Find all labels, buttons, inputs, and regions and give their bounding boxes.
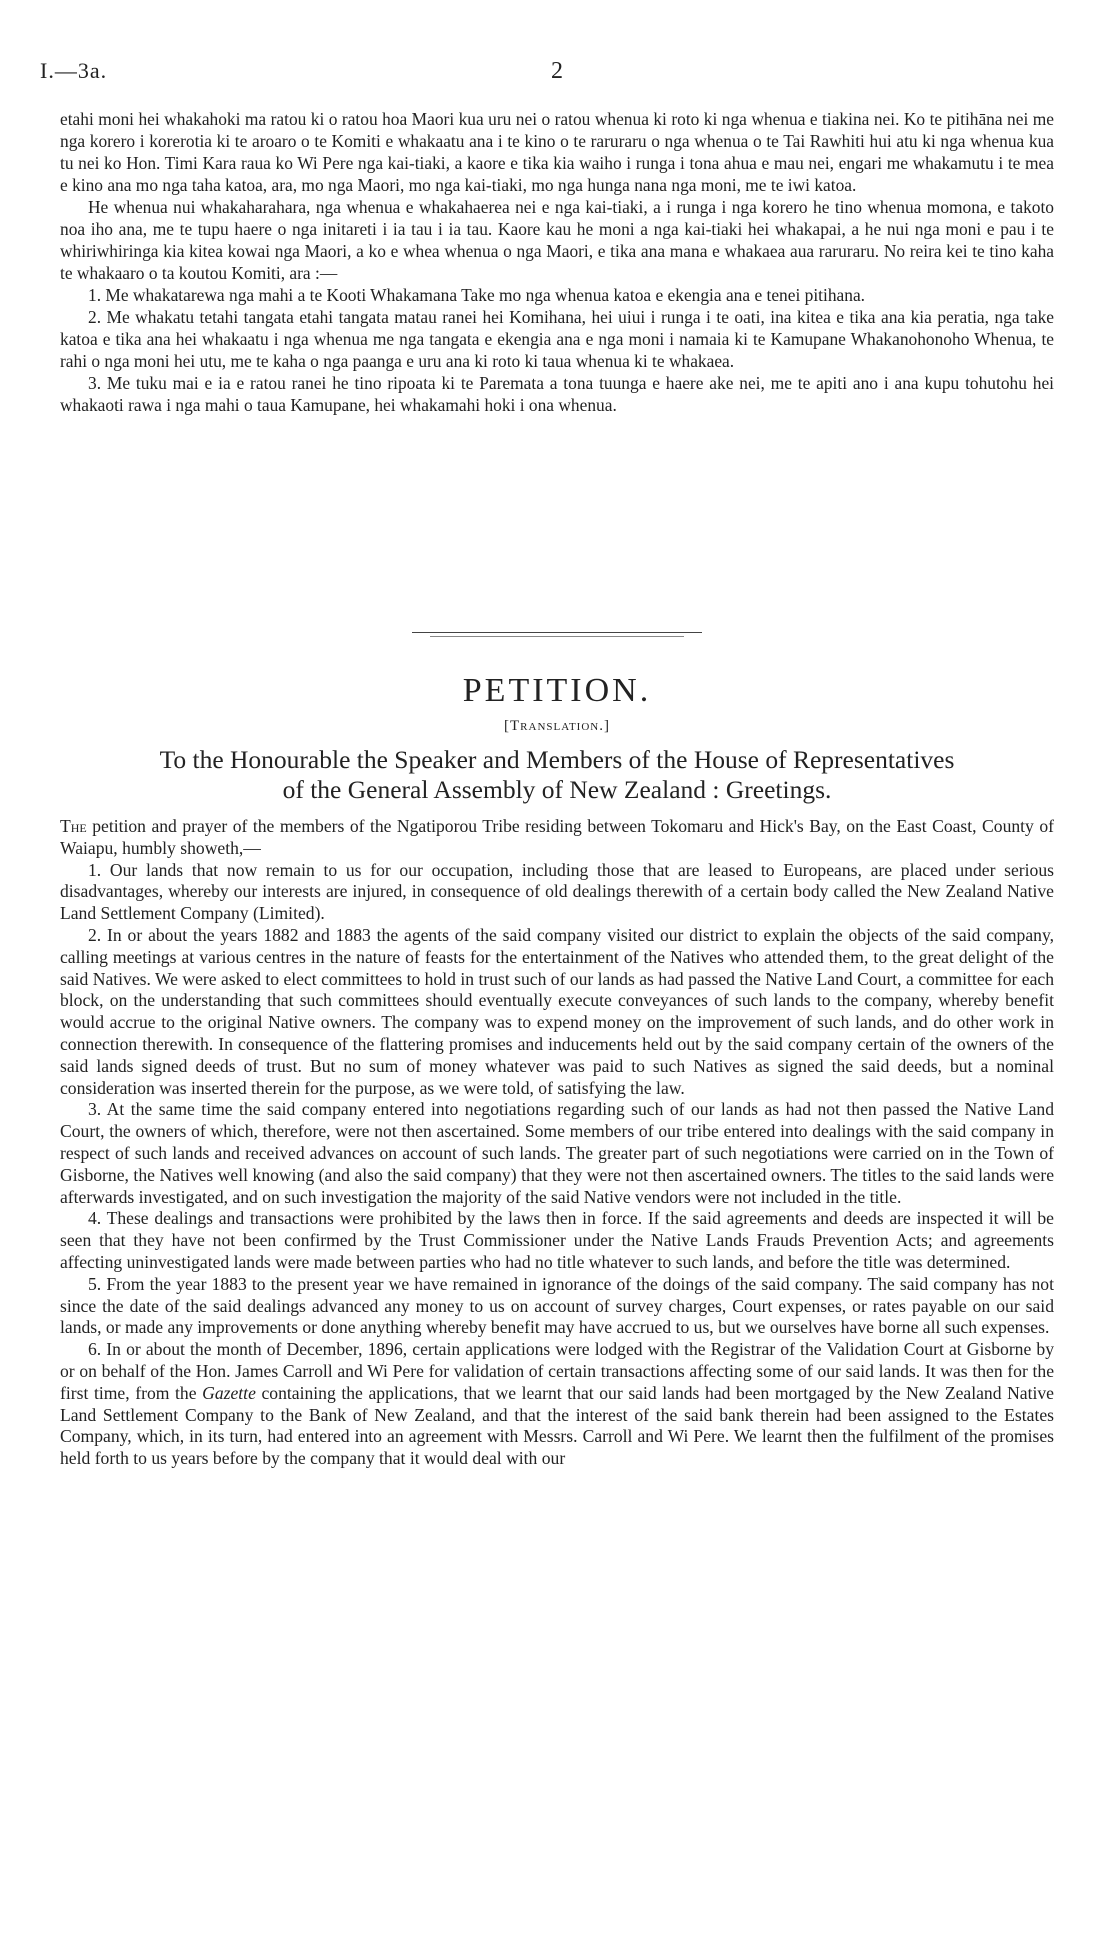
- preamble-lead-word: The: [60, 816, 87, 836]
- section-divider: [412, 632, 702, 633]
- paragraph-6-start: 6. In or about the month of December, 1896, certain applications were lodged with the Registrar of the Validation Court at Gisborne by or on behalf of the Hon. James Carroll and Wi Pere for validation of certain transactions affecting some of our said lands. It was then for the first time, from the: [60, 1339, 1054, 1403]
- paper-reference: I.—3a.: [40, 58, 108, 83]
- petition-address: [40, 745, 1074, 805]
- preamble-text: petition and prayer of the members of the Ngatiporou Tribe residing between Tokomaru and Hick's Bay, on the East Coast, County of Waiapu, humbly showeth,—: [60, 816, 1054, 858]
- maori-paragraph: He whenua nui whakaharahara, nga whenua e whakahaerea nei e nga kai-tiaki, a i runga i nga korero he tino whenua momona, e takoto noa iho ana, me te tupu haere o nga initareti i ia tau i ia tau. Kaore kau he moni a nga kai-tiaki hei whakapai, a he nui nga moni e pau i te whiriwhiringa kia kitea kowai nga Maori, a ko e whea whenua o nga Maori, e tika ana mana e whakaea aua raruraru. No reira kei te tino kaha te whakaaro o ta koutou Komiti, ara :—: [60, 197, 1054, 283]
- address-line-1: To the Honourable the Speaker and Members of the House of Representatives: [159, 745, 955, 774]
- maori-paragraph: 2. Me whakatu tetahi tangata etahi tangata matau ranei hei Komihana, hei uiui i runga i te oati, ina kitea e tika ana kia peratia, nga take katoa e tika ana hei whakaatu i nga whenua me nga tangata e ekengia ana e nga moni i namaia ki te Kamupane Whakanohonoho Whenua, te rahi o nga moni hei utu, me te kaha o nga paanga e uru ana ki roto ki taua whenua ki te whakaea.: [60, 307, 1054, 371]
- petition-paragraph-6: [60, 1339, 1054, 1470]
- petition-paragraph-1: 1. Our lands that now remain to us for our occupation, including those that are leased to Europeans, are placed under serious disadvantages, whereby our interests are injured, in consequence of old dealings therewith of a certain body called the New Zealand Native Land Settlement Company (Limited).: [60, 859, 1054, 924]
- petition-preamble: [60, 816, 1054, 860]
- maori-paragraph: 3. Me tuku mai e ia e ratou ranei he tino ripoata ki te Paremata a tona tuunga e haere ake nei, me te apiti ano i ana kupu tohutohu hei whakaoti rawa i nga mahi o taua Kamupane, hei whakamahi hoki i ona whenua.: [60, 373, 1054, 415]
- address-line-2: of the General Assembly of New Zealand : Greetings.: [282, 775, 832, 804]
- paragraph-6-end: containing the applications, that we learnt that our said lands had been mortgaged by the New Zealand Native Land Settlement Company to the Bank of New Zealand, and that the interest of the said bank therein had been assigned to the Estates Company, which, in its turn, had entered into an agreement with Messrs. Carroll and Wi Pere. We learnt then the fulfilment of the promises held forth to us years before by the company that it would deal with our: [60, 1382, 1054, 1469]
- maori-paragraph: 1. Me whakatarewa nga mahi a te Kooti Whakamana Take mo nga whenua katoa e ekengia ana e tenei pitihana.: [88, 285, 866, 305]
- petition-paragraph-2: 2. In or about the years 1882 and 1883 the agents of the said company visited our district to explain the objects of the said company, calling meetings at various centres in the nature of feasts for the entertainment of the Natives who attended them, to the great delight of the said Natives. We were asked to elect committees to hold in trust such of our lands as had passed the Native Land Court, a committee for each block, on the understanding that such committees should eventually execute conveyances of such lands to the company, whereby benefit would accrue to the original Native owners. The company was to expend money on the improvement of such lands, and do other work in connection therewith. In consequence of the flattering promises and inducements held out by the said company certain of the owners of the said lands signed deeds of trust. But no sum of money whatever was paid to such Natives as signed the said deeds, but a nominal consideration was inserted therein for the purpose, as we were told, of satisfying the law.: [60, 924, 1054, 1098]
- section-divider-secondary: [430, 636, 684, 637]
- page-number: 2: [551, 58, 563, 84]
- petition-title: PETITION.: [462, 672, 652, 709]
- translation-label: [Translation.]: [504, 718, 610, 734]
- page-header: [40, 50, 1074, 90]
- petition-paragraph-3: 3. At the same time the said company entered into negotiations regarding such of our lands as had not then passed the Native Land Court, the owners of which, therefore, were not then ascertained. Some members of our tribe entered into dealings with the said company in respect of such lands and received advances on account of such lands. The greater part of such negotiations were carried on in the Town of Gisborne, the Natives well knowing (and also the said company) that they were not then ascertained owners. The titles to the said lands were afterwards investigated, and on such investigation the majority of the said Native vendors were not included in the title.: [60, 1099, 1054, 1207]
- gazette-reference: Gazette: [202, 1382, 256, 1403]
- english-text-section: [60, 816, 1054, 1470]
- petition-paragraph-5: 5. From the year 1883 to the present year we have remained in ignorance of the doings of the said company. The said company has not since the date of the said dealings advanced any money to us on account of survey charges, Court expenses, or rates payable on our said lands, or made any improvements or done anything whereby benefit may have accrued to us, but we ourselves have borne all such expenses.: [60, 1273, 1054, 1338]
- petition-paragraph-4: 4. These dealings and transactions were prohibited by the laws then in force. If the said agreements and deeds are inspected it will be seen that they have not been confirmed by the Trust Commissioner under the Native Lands Frauds Prevention Acts; and agreements affecting uninvestigated lands were made between parties who had no title whatever to such lands, and before the title was determined.: [60, 1208, 1054, 1272]
- maori-paragraph: etahi moni hei whakahoki ma ratou ki o ratou hoa Maori kua uru nei o ratou whenua ki roto ki nga whenua e tiakina nei. Ko te pitihāna nei me nga korero i korerotia ki te aroaro o te Komiti e whakaatu ana i te kino o te raruraru o nga whenua o te Tai Rawhiti hui atu ki nga whenua kua tu nei ko Hon. Timi Kara raua ko Wi Pere nga kai-tiaki, a kaore e tika kia waiho i runga i tona ahua e mau nei, engari me whakamutu i te mea e kino ana mo nga taha katoa, ara, mo nga Maori, mo nga kai-tiaki, mo nga hunga nana nga moni, me te iwi katoa.: [60, 109, 1054, 195]
- maori-text-section: [60, 108, 1054, 416]
